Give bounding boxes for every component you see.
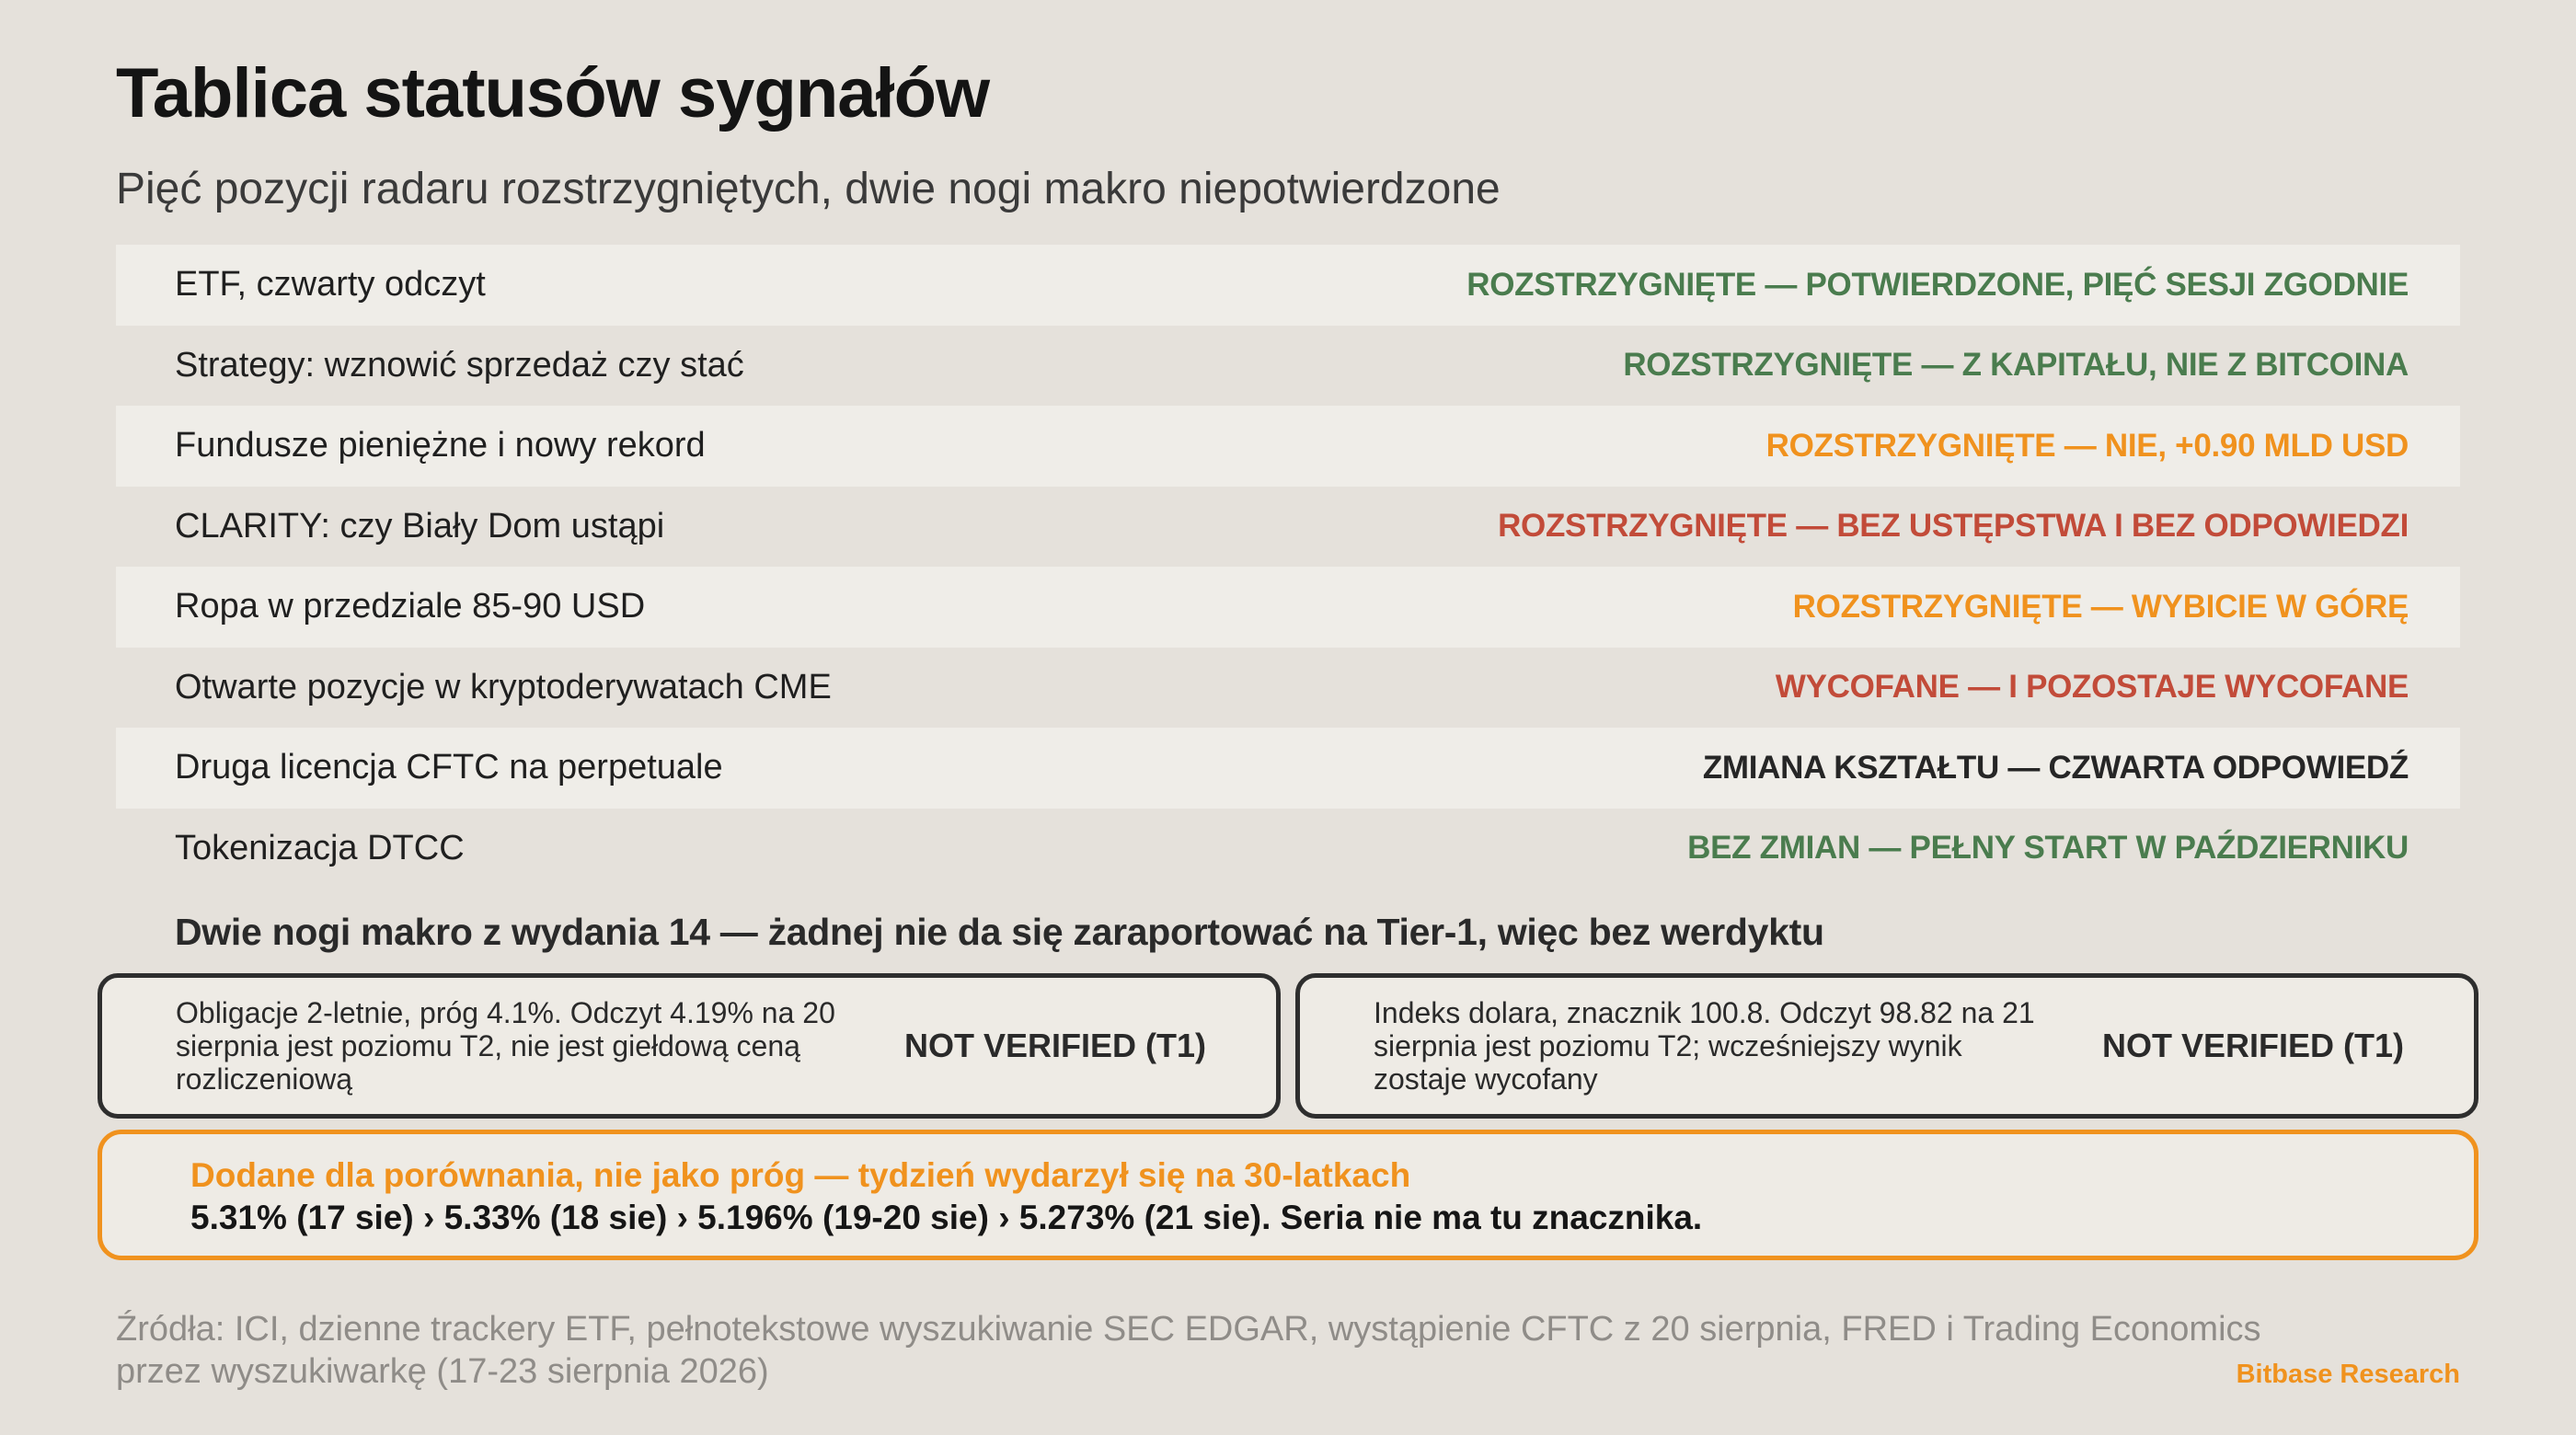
status-row: [116, 406, 2460, 487]
status-row: [116, 728, 2460, 809]
status-row: [116, 809, 2460, 890]
row-label: Fundusze pieniężne i nowy rekord: [175, 426, 706, 465]
page-subtitle: Pięć pozycji radaru rozstrzygniętych, dwie nogi makro niepotwierdzone: [116, 165, 1501, 213]
row-label: Otwarte pozycje w kryptoderywatach CME: [175, 667, 832, 706]
row-label: Tokenizacja DTCC: [175, 828, 465, 867]
row-status: ROZSTRZYGNIĘTE — NIE, +0.90 MLD USD: [1765, 427, 2409, 464]
row-label: Ropa w przedziale 85-90 USD: [175, 587, 646, 626]
macro-card-verdict: NOT VERIFIED (T1): [2101, 1027, 2404, 1064]
row-status: ROZSTRZYGNIĘTE — POTWIERDZONE, PIĘĆ SESJI ZGODNIE: [1466, 266, 2409, 303]
row-status: ROZSTRZYGNIĘTE — Z KAPITAŁU, NIE Z BITCOINA: [1623, 347, 2409, 384]
row-status: ROZSTRZYGNIĘTE — WYBICIE W GÓRĘ: [1792, 588, 2409, 625]
row-label: Strategy: wznowić sprzedaż czy stać: [175, 345, 744, 385]
macro-card-description: Obligacje 2-letnie, próg 4.1%. Odczyt 4.19% na 20 sierpnia jest poziomu T2, nie jest giełdową ceną rozliczeniową: [176, 996, 835, 1096]
row-status: BEZ ZMIAN — PEŁNY START W PAŹDZIERNIKU: [1687, 830, 2409, 867]
status-table: [116, 245, 2460, 889]
status-row: [116, 487, 2460, 568]
comparison-callout: [98, 1130, 2478, 1260]
status-row: [116, 245, 2460, 326]
row-label: CLARITY: czy Biały Dom ustąpi: [175, 506, 665, 545]
status-row: [116, 326, 2460, 407]
page-title: Tablica statusów sygnałów: [116, 54, 990, 132]
comparison-text: 5.31% (17 sie) › 5.33% (18 sie) › 5.196% (19-20 sie) › 5.273% (21 sie). Seria nie ma tu znacznika.: [190, 1199, 1703, 1236]
brand-label: Bitbase Research: [2236, 1360, 2460, 1389]
macro-card-description: Indeks dolara, znacznik 100.8. Odczyt 98.82 na 21 sierpnia jest poziomu T2; wcześniejszy wynik zostaje wycofany: [1374, 996, 2035, 1096]
status-row: [116, 648, 2460, 729]
row-status: WYCOFANE — I POZOSTAJE WYCOFANE: [1775, 669, 2409, 706]
macro-section-heading: Dwie nogi makro z wydania 14 — żadnej nie da się zaraportować na Tier-1, więc bez werdyktu: [175, 911, 1824, 953]
macro-card-verdict: NOT VERIFIED (T1): [903, 1027, 1206, 1064]
macro-card-bonds: [98, 973, 1281, 1119]
sources-footnote: Źródła: ICI, dzienne trackery ETF, pełnotekstowe wyszukiwanie SEC EDGAR, wystąpienie CFTC z 20 sierpnia, FRED i Trading Economics przez wyszukiwarkę (17-23 sierpnia 2026): [116, 1310, 2261, 1391]
macro-card-dollar-index: [1295, 973, 2478, 1119]
row-label: Druga licencja CFTC na perpetuale: [175, 748, 723, 787]
comparison-title: Dodane dla porównania, nie jako próg — tydzień wydarzył się na 30-latkach: [190, 1156, 1411, 1194]
row-status: ROZSTRZYGNIĘTE — BEZ USTĘPSTWA I BEZ ODPOWIEDZI: [1498, 508, 2409, 545]
row-status: ZMIANA KSZTAŁTU — CZWARTA ODPOWIEDŹ: [1702, 749, 2409, 786]
row-label: ETF, czwarty odczyt: [175, 265, 486, 304]
status-row: [116, 567, 2460, 648]
